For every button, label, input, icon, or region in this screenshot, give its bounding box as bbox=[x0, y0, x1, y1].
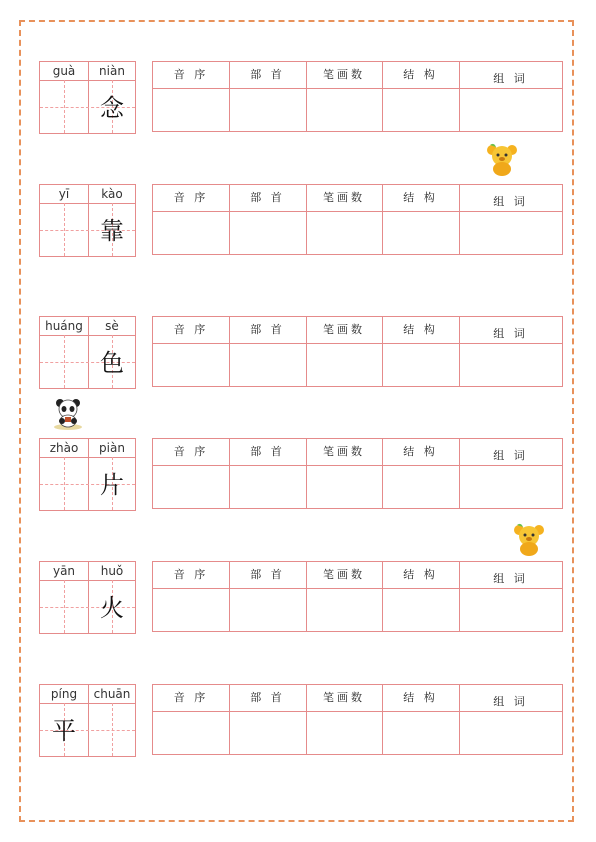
header-bushou: 部 首 bbox=[250, 445, 285, 458]
character-box bbox=[39, 316, 136, 389]
character-box bbox=[39, 184, 136, 257]
header-jiegou: 结 构 bbox=[403, 191, 438, 204]
pinyin-left: yān bbox=[52, 564, 76, 578]
character-row bbox=[0, 316, 596, 396]
character-row bbox=[0, 61, 596, 141]
hanzi-right: 念 bbox=[100, 94, 124, 122]
hanzi-right: 色 bbox=[100, 349, 124, 377]
header-bushou: 部 首 bbox=[250, 691, 285, 704]
pinyin-left: guà bbox=[52, 64, 76, 78]
header-bushou: 部 首 bbox=[250, 68, 285, 81]
pinyin-left: yī bbox=[58, 187, 70, 201]
character-box bbox=[39, 438, 136, 511]
pinyin-right: kào bbox=[101, 187, 123, 201]
header-zuci: 组 词 bbox=[493, 72, 528, 85]
bear-icon bbox=[486, 142, 518, 176]
header-zuci: 组 词 bbox=[493, 449, 528, 462]
header-zuci: 组 词 bbox=[493, 572, 528, 585]
hanzi-left: 平 bbox=[52, 717, 76, 745]
pinyin-left: píng bbox=[50, 687, 78, 701]
header-bihuashu: 笔画数 bbox=[323, 568, 365, 581]
pinyin-left: zhào bbox=[49, 441, 79, 455]
character-row bbox=[0, 438, 596, 518]
bear-icon bbox=[513, 522, 545, 556]
panda-icon bbox=[52, 397, 84, 431]
header-zuci: 组 词 bbox=[493, 195, 528, 208]
header-bihuashu: 笔画数 bbox=[323, 191, 365, 204]
info-table bbox=[152, 684, 563, 755]
hanzi-right: 片 bbox=[100, 471, 124, 499]
pinyin-right: sè bbox=[105, 319, 119, 333]
character-box bbox=[39, 561, 136, 634]
info-table bbox=[152, 184, 563, 255]
pinyin-left: huáng bbox=[45, 319, 83, 333]
pinyin-right: huǒ bbox=[100, 564, 124, 578]
info-table bbox=[152, 438, 563, 509]
header-yinxu: 音 序 bbox=[173, 691, 209, 704]
header-jiegou: 结 构 bbox=[403, 568, 438, 581]
header-zuci: 组 词 bbox=[493, 695, 528, 708]
pinyin-right: niàn bbox=[99, 64, 125, 78]
info-table bbox=[152, 561, 563, 632]
header-yinxu: 音 序 bbox=[173, 323, 209, 336]
header-yinxu: 音 序 bbox=[173, 445, 209, 458]
header-jiegou: 结 构 bbox=[403, 68, 438, 81]
header-bushou: 部 首 bbox=[250, 323, 285, 336]
character-box bbox=[39, 61, 136, 134]
header-jiegou: 结 构 bbox=[403, 445, 438, 458]
header-bihuashu: 笔画数 bbox=[323, 323, 365, 336]
character-row bbox=[0, 184, 596, 264]
character-row bbox=[0, 561, 596, 641]
header-bihuashu: 笔画数 bbox=[323, 691, 365, 704]
header-yinxu: 音 序 bbox=[173, 68, 209, 81]
info-table bbox=[152, 61, 563, 132]
character-box bbox=[39, 684, 136, 757]
header-bihuashu: 笔画数 bbox=[323, 445, 365, 458]
hanzi-right: 靠 bbox=[100, 217, 124, 245]
pinyin-right: piàn bbox=[99, 441, 125, 455]
header-jiegou: 结 构 bbox=[403, 691, 438, 704]
header-yinxu: 音 序 bbox=[173, 568, 209, 581]
header-jiegou: 结 构 bbox=[403, 323, 438, 336]
info-table bbox=[152, 316, 563, 387]
header-zuci: 组 词 bbox=[493, 327, 528, 340]
pinyin-right: chuān bbox=[93, 687, 131, 701]
header-bushou: 部 首 bbox=[250, 191, 285, 204]
header-bushou: 部 首 bbox=[250, 568, 285, 581]
hanzi-right: 火 bbox=[100, 594, 124, 622]
header-yinxu: 音 序 bbox=[173, 191, 209, 204]
character-row bbox=[0, 684, 596, 764]
header-bihuashu: 笔画数 bbox=[323, 68, 365, 81]
